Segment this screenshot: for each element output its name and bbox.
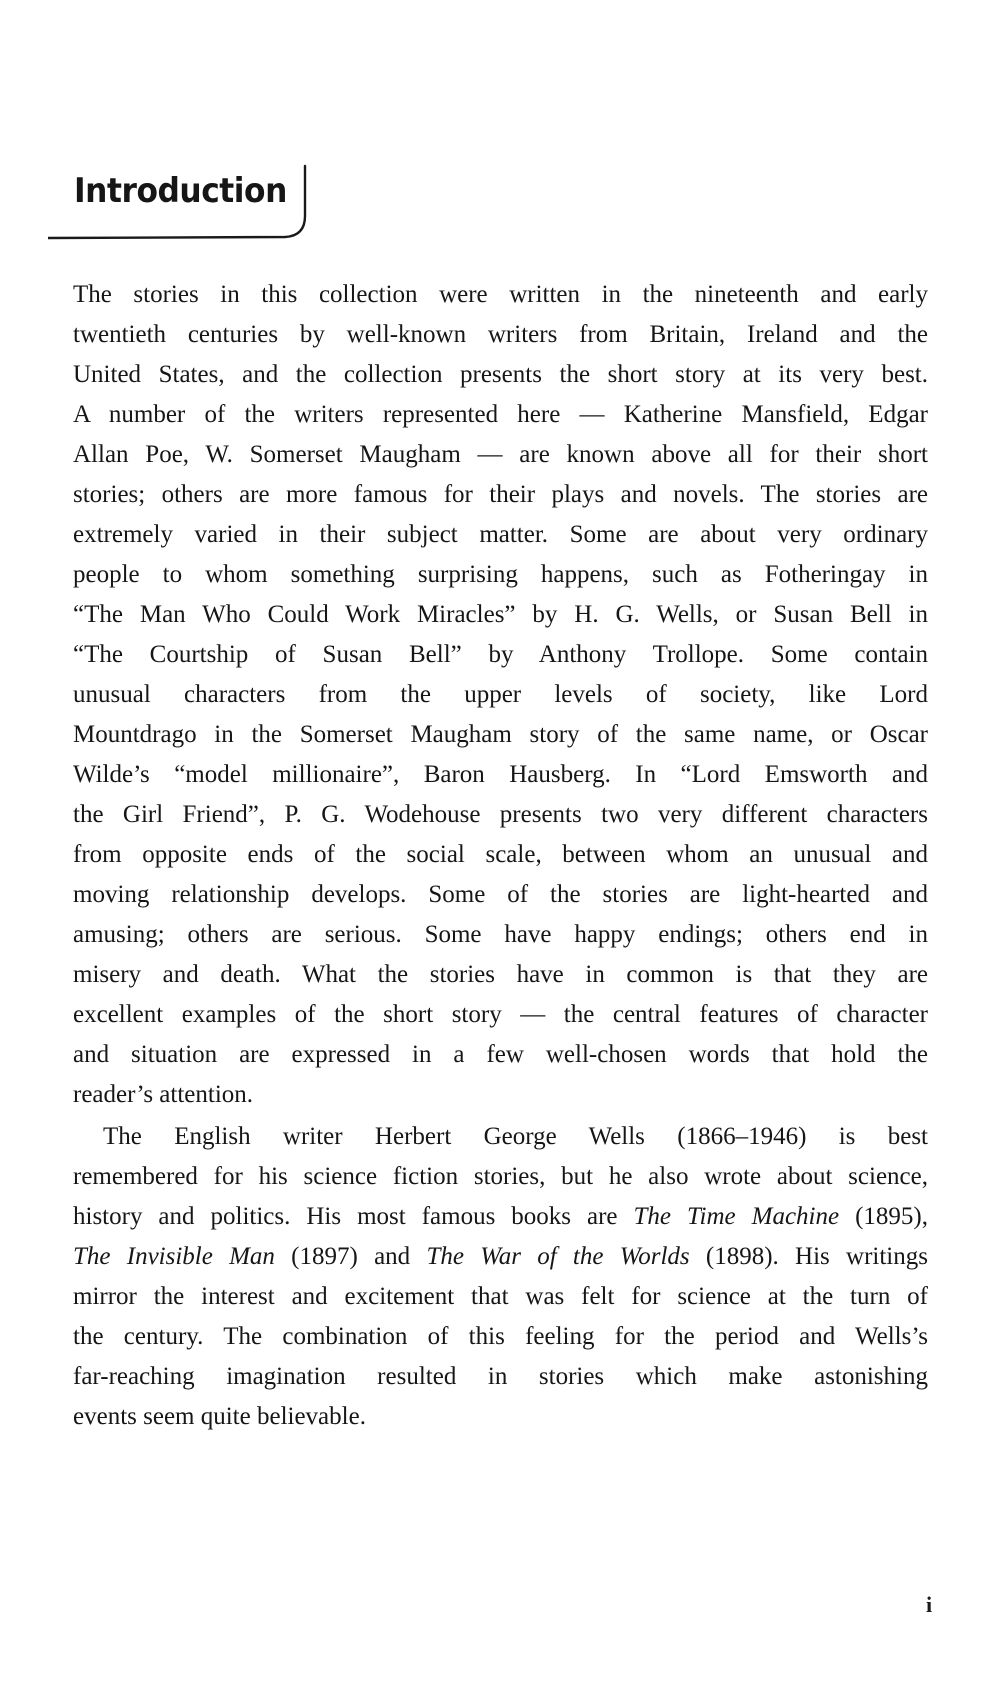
paragraph-2 xyxy=(73,1117,928,1437)
text-line: “The Man Who Could Work Miracles” by H. G. Wells, or Susan Bell in xyxy=(73,601,928,628)
text-segment: (1898). His writings xyxy=(689,1243,928,1270)
text-segment: history and politics. His most famous books are xyxy=(73,1203,634,1230)
text-line: excellent examples of the short story — the central features of character xyxy=(73,1001,928,1028)
text-line: United States, and the collection presents the short story at its very best. xyxy=(73,361,928,388)
text-line: “The Courtship of Susan Bell” by Anthony Trollope. Some contain xyxy=(73,641,928,668)
text-line: the Girl Friend”, P. G. Wodehouse presents two very different characters xyxy=(73,801,928,828)
text-line: The stories in this collection were written in the nineteenth and early xyxy=(73,281,928,308)
text-line: people to whom something surprising happens, such as Fotheringay in xyxy=(73,561,928,588)
text-line: amusing; others are serious. Some have happy endings; others end in xyxy=(73,921,928,948)
text-line: from opposite ends of the social scale, between whom an unusual and xyxy=(73,841,928,868)
text-line: Mountdrago in the Somerset Maugham story of the same name, or Oscar xyxy=(73,721,928,748)
text-line: reader’s attention. xyxy=(73,1081,254,1108)
text-line: the century. The combination of this feeling for the period and Wells’s xyxy=(73,1323,928,1350)
text-line: Wilde’s “model millionaire”, Baron Hausberg. In “Lord Emsworth and xyxy=(73,761,928,788)
section-heading xyxy=(48,160,310,242)
text-line xyxy=(73,1237,928,1277)
text-line: remembered for his science fiction stories, but he also wrote about science, xyxy=(73,1163,928,1190)
text-line: misery and death. What the stories have in common is that they are xyxy=(73,961,928,988)
text-line: twentieth centuries by well-known writers from Britain, Ireland and the xyxy=(73,321,928,348)
text-segment: (1897) and xyxy=(274,1243,427,1270)
body-text xyxy=(73,275,928,1437)
text-line: A number of the writers represented here — Katherine Mansfield, Edgar xyxy=(73,401,928,428)
page-title: Introduction xyxy=(74,171,287,211)
text-line: unusual characters from the upper levels of society, like Lord xyxy=(73,681,928,708)
book-title-invisible-man: The Invisible Man xyxy=(73,1243,275,1270)
page-number: i xyxy=(926,1592,933,1617)
book-title-time-machine: The Time Machine xyxy=(633,1203,840,1230)
text-line: Allan Poe, W. Somerset Maugham — are known above all for their short xyxy=(73,441,928,468)
text-line: far-reaching imagination resulted in stories which make astonishing xyxy=(73,1363,928,1390)
text-line: extremely varied in their subject matter. Some are about very ordinary xyxy=(73,521,928,548)
paragraph-1 xyxy=(73,275,928,1115)
text-line xyxy=(73,1197,928,1237)
text-line: and situation are expressed in a few well-chosen words that hold the xyxy=(73,1041,928,1068)
text-line: The English writer Herbert George Wells (1866–1946) is best xyxy=(103,1123,928,1150)
text-line: stories; others are more famous for their plays and novels. The stories are xyxy=(73,481,928,508)
book-title-war-of-the-worlds: The War of the Worlds xyxy=(426,1243,690,1270)
text-line: moving relationship develops. Some of the stories are light-hearted and xyxy=(73,881,928,908)
text-line: mirror the interest and excitement that was felt for science at the turn of xyxy=(73,1283,928,1310)
text-segment: (1895), xyxy=(839,1203,929,1230)
text-line: events seem quite believable. xyxy=(73,1403,366,1430)
